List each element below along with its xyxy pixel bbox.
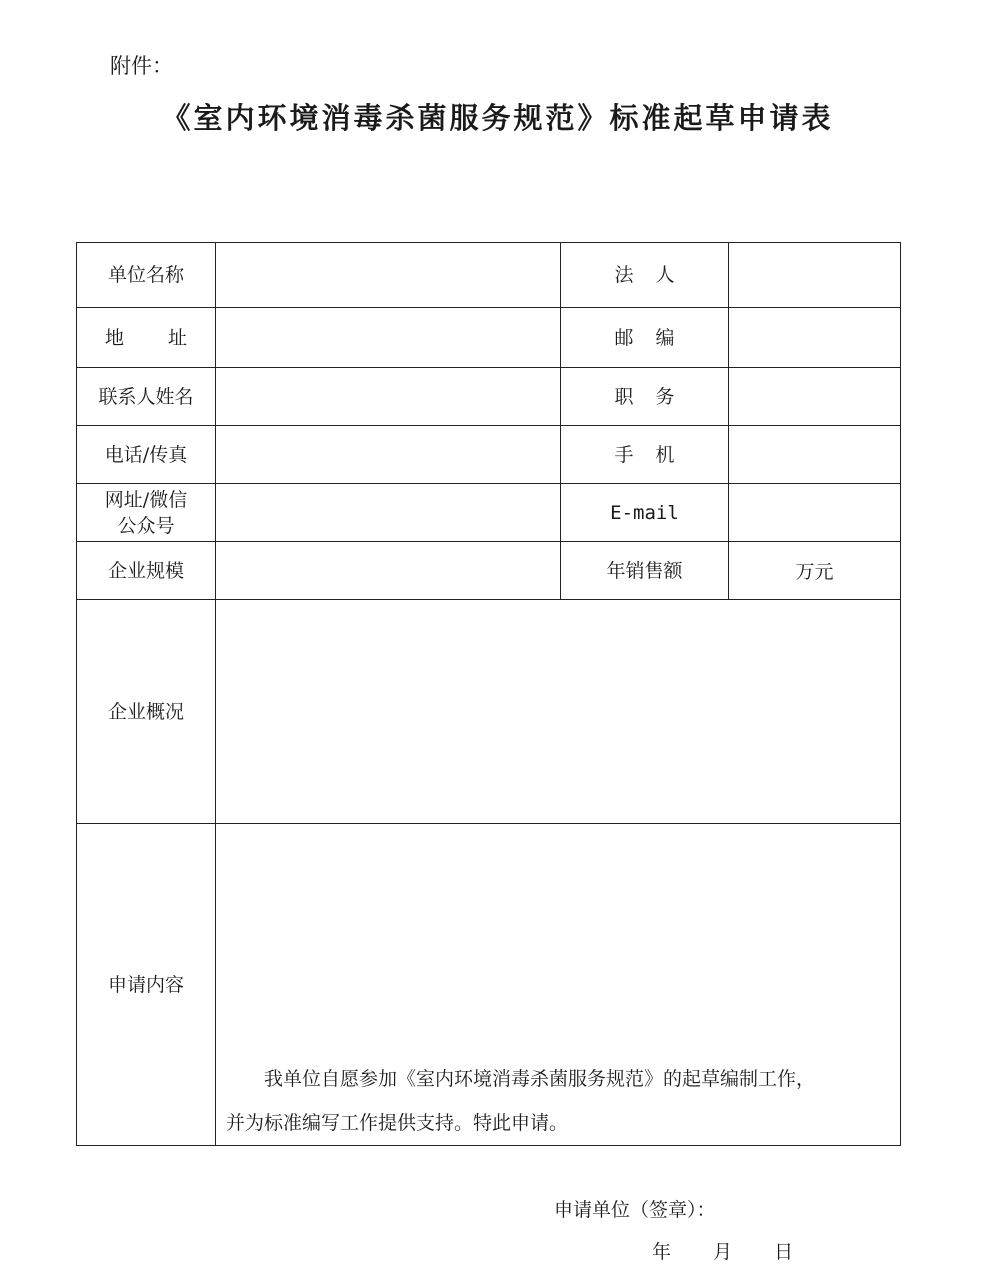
website-wechat-label-line1: 网址/微信 [104, 488, 188, 511]
website-wechat-label-line2: 公众号 [117, 514, 175, 537]
date-month: 月 [713, 1240, 733, 1263]
email-field[interactable] [729, 484, 901, 542]
website-wechat-field[interactable] [216, 484, 561, 542]
row-address [77, 308, 901, 368]
legal-person-label: 法人 [561, 243, 729, 308]
application-content-label: 申请内容 [77, 824, 216, 1146]
row-unit-name [77, 243, 901, 308]
website-wechat-label [77, 484, 216, 542]
unit-name-field[interactable] [216, 243, 561, 308]
postcode-label: 邮编 [561, 308, 729, 368]
phone-fax-label: 电话/传真 [77, 426, 216, 484]
company-scale-field[interactable] [216, 542, 561, 600]
application-statement-line1: 我单位自愿参加《室内环境消毒杀菌服务规范》的起草编制工作， [264, 1067, 816, 1090]
address-label: 地址 [77, 308, 216, 368]
annual-sales-unit: 万元 [795, 561, 834, 583]
application-statement-line2: 并为标准编写工作提供支持。特此申请。 [226, 1111, 569, 1134]
company-overview-label: 企业概况 [77, 600, 216, 824]
annual-sales-label: 年销售额 [561, 542, 729, 600]
form-title: 《室内环境消毒杀菌服务规范》标准起草申请表 [161, 101, 834, 135]
annual-sales-field[interactable] [729, 542, 901, 600]
date-year: 年 [652, 1240, 672, 1263]
company-scale-label: 企业规模 [77, 542, 216, 600]
row-application [77, 824, 901, 1146]
contact-name-field[interactable] [216, 368, 561, 426]
unit-name-label: 单位名称 [77, 243, 216, 308]
postcode-field[interactable] [729, 308, 901, 368]
mobile-field[interactable] [729, 426, 901, 484]
application-date [652, 1237, 793, 1264]
phone-fax-field[interactable] [216, 426, 561, 484]
attachment-label: 附件： [110, 54, 173, 78]
position-field[interactable] [729, 368, 901, 426]
mobile-label: 手机 [561, 426, 729, 484]
contact-name-label: 联系人姓名 [77, 368, 216, 426]
email-label: E-mail [561, 484, 729, 542]
row-overview [77, 600, 901, 824]
application-statement [226, 1057, 890, 1145]
application-content-field [216, 824, 901, 1263]
address-field[interactable] [216, 308, 561, 368]
row-website [77, 484, 901, 542]
legal-person-field[interactable] [729, 243, 901, 308]
company-overview-field[interactable] [216, 600, 901, 824]
date-day: 日 [774, 1240, 794, 1263]
applicant-signature-label: 申请单位（签章）： [554, 1198, 716, 1221]
row-scale [77, 542, 901, 600]
row-phone [77, 426, 901, 484]
position-label: 职务 [561, 368, 729, 426]
row-contact [77, 368, 901, 426]
application-form-table [76, 242, 901, 1263]
